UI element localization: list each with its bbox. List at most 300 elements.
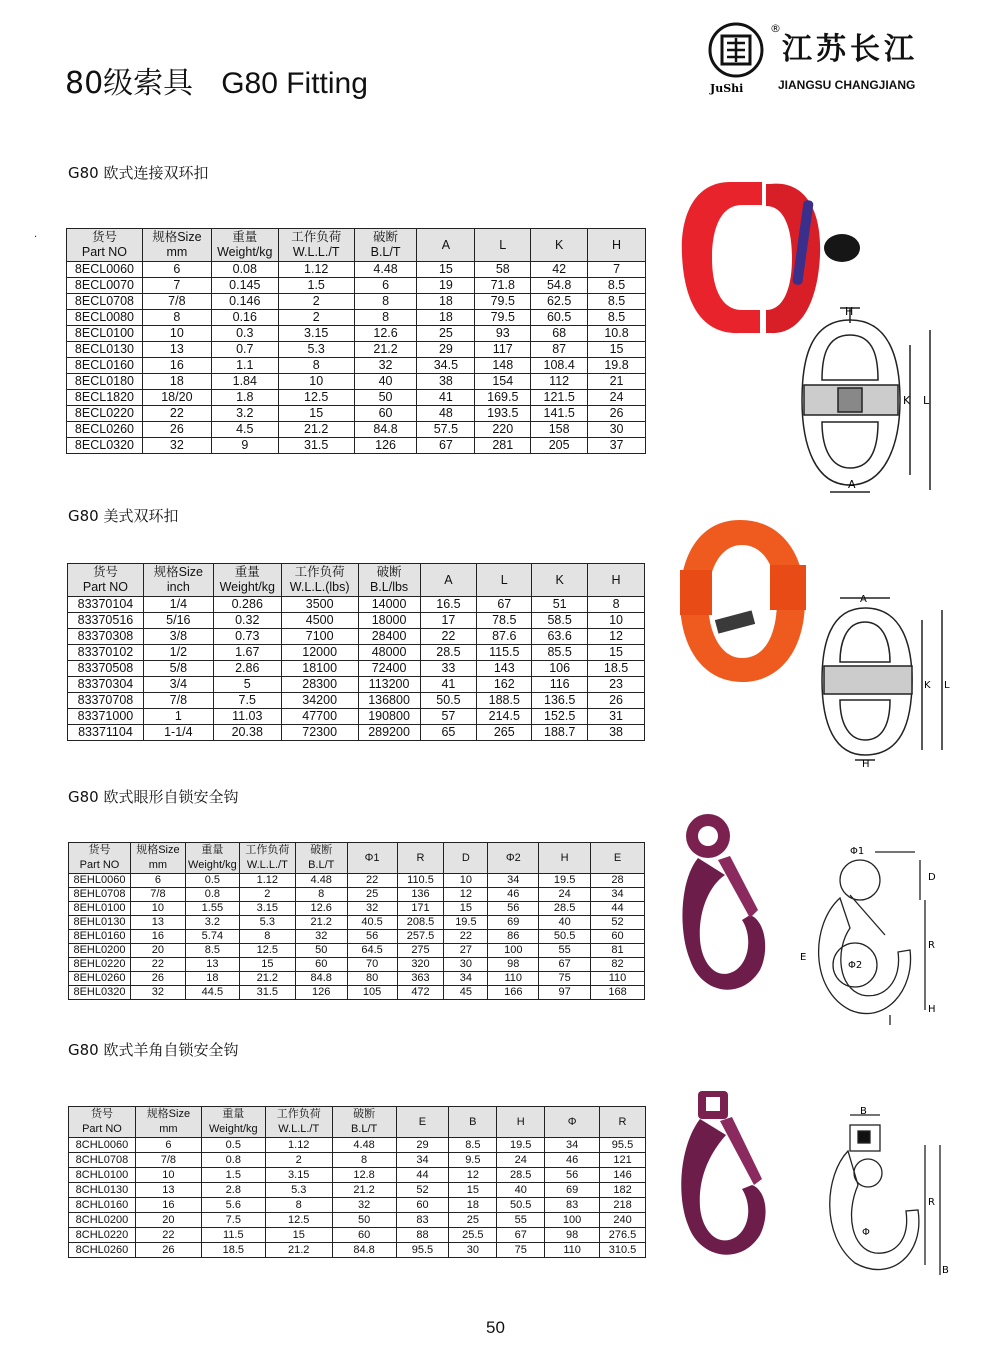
column-header bbox=[67, 229, 143, 262]
table-cell: 25 bbox=[449, 1213, 497, 1228]
table-cell: 1.5 bbox=[278, 278, 354, 294]
column-header bbox=[358, 564, 420, 597]
table-cell: 48000 bbox=[358, 645, 420, 661]
column-header bbox=[531, 229, 588, 262]
table-cell: 34 bbox=[444, 972, 488, 986]
diagram-label-r: R bbox=[928, 1197, 935, 1208]
table-row bbox=[69, 916, 645, 930]
table-cell: 1/2 bbox=[143, 645, 213, 661]
table-cell: 69 bbox=[545, 1183, 600, 1198]
diagram-label-l: L bbox=[923, 394, 930, 407]
table-cell: 240 bbox=[600, 1213, 646, 1228]
table-cell: 79.5 bbox=[475, 294, 531, 310]
table-cell: 67 bbox=[497, 1228, 545, 1243]
table-cell: 8 bbox=[265, 1198, 332, 1213]
table-cell: 98 bbox=[488, 958, 539, 972]
table-cell: 265 bbox=[477, 725, 532, 741]
table-cell: 34 bbox=[488, 874, 539, 888]
table-cell: 169.5 bbox=[475, 390, 531, 406]
title-en: G80 Fitting bbox=[221, 67, 368, 100]
column-header bbox=[281, 564, 358, 597]
stray-mark: · bbox=[34, 232, 38, 243]
jushi-emblem bbox=[700, 18, 780, 98]
column-header bbox=[420, 564, 477, 597]
table-cell: 8ECL0180 bbox=[67, 374, 143, 390]
table-cell: 7/8 bbox=[142, 294, 211, 310]
table-cell: 95.5 bbox=[600, 1138, 646, 1153]
table-row bbox=[69, 930, 645, 944]
table-cell: 8ECL0130 bbox=[67, 342, 143, 358]
column-header-en: Weight/kg bbox=[188, 859, 237, 871]
table-cell: 0.8 bbox=[185, 888, 239, 902]
column-header bbox=[449, 1107, 497, 1138]
table-cell: 51 bbox=[532, 597, 588, 613]
table-cell: 472 bbox=[397, 986, 444, 1000]
table-cell: 40 bbox=[497, 1183, 545, 1198]
table-cell: 5 bbox=[213, 677, 281, 693]
table-cell: 20 bbox=[130, 944, 185, 958]
table-cell: 98 bbox=[545, 1228, 600, 1243]
column-header-en: mm bbox=[159, 1123, 178, 1135]
column-header-cn: 规格Size bbox=[152, 230, 202, 244]
column-header-cn: H bbox=[612, 237, 622, 252]
table-cell: 18.5 bbox=[201, 1243, 265, 1258]
page-title bbox=[65, 58, 368, 102]
column-header-cn: 重量 bbox=[201, 844, 224, 856]
euro-clevis-self-locking-hook-photo bbox=[670, 1085, 780, 1270]
column-header bbox=[201, 1107, 265, 1138]
table-cell: 9.5 bbox=[449, 1153, 497, 1168]
column-header bbox=[588, 229, 646, 262]
table-cell: 10 bbox=[130, 902, 185, 916]
column-header bbox=[143, 564, 213, 597]
table-cell: 0.5 bbox=[201, 1138, 265, 1153]
column-header-en: Weight/kg bbox=[217, 245, 273, 259]
column-header-cn: L bbox=[499, 237, 507, 252]
table-cell: 10 bbox=[588, 613, 645, 629]
table-cell: 8 bbox=[588, 597, 645, 613]
table-cell: 57.5 bbox=[417, 422, 475, 438]
table-cell: 363 bbox=[397, 972, 444, 986]
table-cell: 112 bbox=[531, 374, 588, 390]
table-cell: 3/4 bbox=[143, 677, 213, 693]
table-cell: 28.5 bbox=[539, 902, 591, 916]
column-header bbox=[239, 843, 295, 874]
table-cell: 50 bbox=[354, 390, 417, 406]
table-cell: 75 bbox=[539, 972, 591, 986]
table-cell: 60 bbox=[396, 1198, 449, 1213]
column-header-en: B.L/T bbox=[370, 245, 401, 259]
table-cell: 8CHL0060 bbox=[69, 1138, 136, 1153]
table-cell: 12 bbox=[449, 1168, 497, 1183]
column-header-cn: 工作负荷 bbox=[245, 844, 290, 856]
table-cell: 44.5 bbox=[185, 986, 239, 1000]
column-header-cn: E bbox=[613, 851, 622, 864]
table-cell: 18 bbox=[417, 294, 475, 310]
table-cell: 205 bbox=[531, 438, 588, 454]
table-cell: 40.5 bbox=[347, 916, 397, 930]
table-cell: 46 bbox=[545, 1153, 600, 1168]
table-cell: 16 bbox=[142, 358, 211, 374]
table-cell: 8.5 bbox=[588, 278, 646, 294]
table-cell: 8CHL0130 bbox=[69, 1183, 136, 1198]
table-cell: 193.5 bbox=[475, 406, 531, 422]
table-cell: 87.6 bbox=[477, 629, 532, 645]
table-cell: 44 bbox=[396, 1168, 449, 1183]
table-cell: 6 bbox=[354, 278, 417, 294]
diagram-label-b-top: B bbox=[860, 1106, 867, 1117]
column-header bbox=[539, 843, 591, 874]
table-header-row bbox=[69, 843, 645, 874]
table-cell: 0.8 bbox=[201, 1153, 265, 1168]
table-cell: 2.8 bbox=[201, 1183, 265, 1198]
table-cell: 83370102 bbox=[68, 645, 144, 661]
column-header bbox=[497, 1107, 545, 1138]
table-cell: 7/8 bbox=[130, 888, 185, 902]
diagram-label-h: H bbox=[928, 1004, 936, 1015]
table-cell: 208.5 bbox=[397, 916, 444, 930]
table-cell: 4.5 bbox=[211, 422, 278, 438]
table-cell: 23 bbox=[588, 677, 645, 693]
table-cell: 1.5 bbox=[201, 1168, 265, 1183]
table-cell: 54.8 bbox=[531, 278, 588, 294]
diagram-label-e: E bbox=[800, 952, 807, 963]
table-cell: 60 bbox=[295, 958, 347, 972]
table-cell: 32 bbox=[332, 1198, 396, 1213]
table-row bbox=[67, 358, 646, 374]
diagram-label-phi: Φ bbox=[862, 1227, 870, 1238]
table-cell: 15 bbox=[278, 406, 354, 422]
table-cell: 3/8 bbox=[143, 629, 213, 645]
table-cell: 83371000 bbox=[68, 709, 144, 725]
table-cell: 12000 bbox=[281, 645, 358, 661]
table-cell: 126 bbox=[295, 986, 347, 1000]
table-cell: 56 bbox=[488, 902, 539, 916]
table-cell: 154 bbox=[475, 374, 531, 390]
column-header bbox=[213, 564, 281, 597]
table-cell: 12.6 bbox=[354, 326, 417, 342]
table-cell: 110 bbox=[545, 1243, 600, 1258]
section-title-euro-clevis-self-locking-hook: G80 欧式羊角自锁安全钩 bbox=[68, 1041, 239, 1059]
table-cell: 0.3 bbox=[211, 326, 278, 342]
column-header-en: inch bbox=[166, 580, 190, 594]
table-cell: 0.5 bbox=[185, 874, 239, 888]
table-cell: 182 bbox=[600, 1183, 646, 1198]
table-cell: 85.5 bbox=[532, 645, 588, 661]
table-cell: 22 bbox=[444, 930, 488, 944]
table-cell: 8ECL0220 bbox=[67, 406, 143, 422]
table-cell: 310.5 bbox=[600, 1243, 646, 1258]
column-header-cn: 货号 bbox=[88, 844, 111, 856]
table-cell: 126 bbox=[354, 438, 417, 454]
table-cell: 6 bbox=[142, 262, 211, 278]
table-cell: 22 bbox=[130, 958, 185, 972]
column-header bbox=[185, 843, 239, 874]
table-cell: 56 bbox=[545, 1168, 600, 1183]
table-cell: 188.7 bbox=[532, 725, 588, 741]
column-header-cn: 规格Size bbox=[153, 565, 203, 579]
table-cell: 22 bbox=[347, 874, 397, 888]
table-cell: 28400 bbox=[358, 629, 420, 645]
table-cell: 82 bbox=[591, 958, 645, 972]
diagram-label-a: A bbox=[860, 594, 867, 605]
table-cell: 62.5 bbox=[531, 294, 588, 310]
table-cell: 60 bbox=[354, 406, 417, 422]
table-row bbox=[67, 262, 646, 278]
table-cell: 15 bbox=[239, 958, 295, 972]
table-cell: 21.2 bbox=[265, 1243, 332, 1258]
spec-table-euro-connecting-link bbox=[66, 228, 646, 454]
column-header-cn: A bbox=[441, 237, 451, 252]
table-cell: 3.2 bbox=[211, 406, 278, 422]
table-cell: 83 bbox=[545, 1198, 600, 1213]
table-cell: 16 bbox=[135, 1198, 201, 1213]
table-cell: 18100 bbox=[281, 661, 358, 677]
table-cell: 121 bbox=[600, 1153, 646, 1168]
table-cell: 47700 bbox=[281, 709, 358, 725]
table-row bbox=[69, 888, 645, 902]
euro-eye-self-locking-hook-photo bbox=[670, 810, 780, 1010]
table-cell: 83370508 bbox=[68, 661, 144, 677]
table-row bbox=[67, 342, 646, 358]
table-cell: 116 bbox=[532, 677, 588, 693]
column-header-cn: K bbox=[555, 572, 564, 587]
column-header bbox=[69, 1107, 136, 1138]
column-header bbox=[135, 1107, 201, 1138]
brand-name-cn: 江苏长江 bbox=[782, 32, 918, 67]
table-cell: 15 bbox=[265, 1228, 332, 1243]
column-header bbox=[265, 1107, 332, 1138]
column-header-en: mm bbox=[166, 245, 188, 259]
table-cell: 48 bbox=[417, 406, 475, 422]
table-row bbox=[69, 1138, 646, 1153]
table-row bbox=[69, 1168, 646, 1183]
table-row bbox=[69, 986, 645, 1000]
table-cell: 19 bbox=[417, 278, 475, 294]
table-cell: 3.15 bbox=[278, 326, 354, 342]
table-cell: 37 bbox=[588, 438, 646, 454]
table-cell: 30 bbox=[449, 1243, 497, 1258]
table-cell: 31.5 bbox=[278, 438, 354, 454]
table-cell: 34 bbox=[545, 1138, 600, 1153]
table-cell: 2 bbox=[265, 1153, 332, 1168]
table-cell: 168 bbox=[591, 986, 645, 1000]
table-cell: 69 bbox=[488, 916, 539, 930]
table-cell: 3.2 bbox=[185, 916, 239, 930]
table-cell: 5.6 bbox=[201, 1198, 265, 1213]
diagram-label-d: D bbox=[928, 872, 936, 883]
table-cell: 7/8 bbox=[143, 693, 213, 709]
table-cell: 8 bbox=[295, 888, 347, 902]
table-cell: 93 bbox=[475, 326, 531, 342]
table-cell: 58 bbox=[475, 262, 531, 278]
spec-table-us-double-clevis-link bbox=[67, 563, 645, 741]
table-cell: 7100 bbox=[281, 629, 358, 645]
table-cell: 158 bbox=[531, 422, 588, 438]
table-header-row bbox=[69, 1107, 646, 1138]
table-cell: 34200 bbox=[281, 693, 358, 709]
table-cell: 8EHL0130 bbox=[69, 916, 131, 930]
column-header-cn: 破断 bbox=[373, 230, 399, 244]
table-row bbox=[69, 1183, 646, 1198]
table-cell: 24 bbox=[497, 1153, 545, 1168]
column-header-cn: A bbox=[444, 572, 453, 587]
table-cell: 8ECL1820 bbox=[67, 390, 143, 406]
column-header-en: W.L.L.(lbs) bbox=[289, 580, 350, 594]
column-header-cn: D bbox=[461, 851, 470, 864]
table-cell: 220 bbox=[475, 422, 531, 438]
table-row bbox=[67, 438, 646, 454]
table-cell: 50.5 bbox=[497, 1198, 545, 1213]
table-cell: 71.8 bbox=[475, 278, 531, 294]
table-row bbox=[69, 1228, 646, 1243]
table-cell: 0.16 bbox=[211, 310, 278, 326]
column-header-cn: 破断 bbox=[376, 565, 402, 579]
column-header bbox=[444, 843, 488, 874]
table-cell: 34 bbox=[396, 1153, 449, 1168]
table-cell: 136800 bbox=[358, 693, 420, 709]
table-cell: 1/4 bbox=[143, 597, 213, 613]
table-cell: 110 bbox=[488, 972, 539, 986]
table-cell: 8CHL0220 bbox=[69, 1228, 136, 1243]
table-cell: 15 bbox=[417, 262, 475, 278]
table-cell: 117 bbox=[475, 342, 531, 358]
table-cell: 32 bbox=[142, 438, 211, 454]
table-cell: 13 bbox=[185, 958, 239, 972]
table-cell: 31 bbox=[588, 709, 645, 725]
spec-table-euro-clevis-self-locking-hook bbox=[68, 1106, 646, 1258]
table-cell: 83 bbox=[396, 1213, 449, 1228]
table-cell: 55 bbox=[497, 1213, 545, 1228]
us-double-clevis-link-photo bbox=[670, 510, 820, 690]
table-cell: 18 bbox=[449, 1198, 497, 1213]
table-cell: 115.5 bbox=[477, 645, 532, 661]
section-title-us-double-clevis-link: G80 美式双环扣 bbox=[68, 507, 179, 525]
column-header-cn: 规格Size bbox=[136, 844, 180, 856]
table-cell: 24 bbox=[588, 390, 646, 406]
table-cell: 188.5 bbox=[477, 693, 532, 709]
table-cell: 18000 bbox=[358, 613, 420, 629]
table-cell: 15 bbox=[588, 645, 645, 661]
table-cell: 25 bbox=[417, 326, 475, 342]
table-row bbox=[68, 597, 645, 613]
table-row bbox=[69, 972, 645, 986]
table-cell: 28.5 bbox=[420, 645, 477, 661]
table-cell: 4.48 bbox=[295, 874, 347, 888]
table-cell: 8ECL0100 bbox=[67, 326, 143, 342]
column-header-cn: E bbox=[418, 1115, 427, 1128]
table-cell: 8.5 bbox=[588, 294, 646, 310]
table-cell: 281 bbox=[475, 438, 531, 454]
table-cell: 26 bbox=[588, 693, 645, 709]
column-header bbox=[142, 229, 211, 262]
column-header-cn: 货号 bbox=[90, 1108, 113, 1120]
table-cell: 58.5 bbox=[532, 613, 588, 629]
table-cell: 12 bbox=[444, 888, 488, 902]
table-cell: 4.48 bbox=[332, 1138, 396, 1153]
table-cell: 6 bbox=[135, 1138, 201, 1153]
euro-eye-self-locking-hook-diagram bbox=[780, 840, 960, 1030]
table-cell: 7 bbox=[142, 278, 211, 294]
table-cell: 5.74 bbox=[185, 930, 239, 944]
title-cn: 80级索具 bbox=[65, 66, 194, 101]
table-cell: 18 bbox=[142, 374, 211, 390]
table-cell: 28.5 bbox=[497, 1168, 545, 1183]
table-row bbox=[68, 613, 645, 629]
table-cell: 113200 bbox=[358, 677, 420, 693]
column-header bbox=[332, 1107, 396, 1138]
table-cell: 8 bbox=[239, 930, 295, 944]
table-cell: 8EHL0320 bbox=[69, 986, 131, 1000]
table-cell: 28 bbox=[591, 874, 645, 888]
table-cell: 1.12 bbox=[239, 874, 295, 888]
table-cell: 146 bbox=[600, 1168, 646, 1183]
table-cell: 13 bbox=[135, 1183, 201, 1198]
column-header bbox=[278, 229, 354, 262]
table-cell: 22 bbox=[142, 406, 211, 422]
column-header-en: Part NO bbox=[79, 859, 120, 871]
column-header-cn: 重量 bbox=[222, 1108, 245, 1120]
table-cell: 2 bbox=[278, 294, 354, 310]
table-cell: 0.145 bbox=[211, 278, 278, 294]
table-cell: 12.6 bbox=[295, 902, 347, 916]
column-header-en: B.L/T bbox=[350, 1123, 378, 1135]
table-cell: 166 bbox=[488, 986, 539, 1000]
table-cell: 41 bbox=[417, 390, 475, 406]
table-cell: 8CHL0260 bbox=[69, 1243, 136, 1258]
table-cell: 3.15 bbox=[239, 902, 295, 916]
column-header-en: Part NO bbox=[82, 580, 129, 594]
table-cell: 7 bbox=[588, 262, 646, 278]
table-cell: 8EHL0200 bbox=[69, 944, 131, 958]
table-cell: 19.5 bbox=[444, 916, 488, 930]
table-cell: 72400 bbox=[358, 661, 420, 677]
table-cell: 8ECL0080 bbox=[67, 310, 143, 326]
table-cell: 20.38 bbox=[213, 725, 281, 741]
table-cell: 26 bbox=[588, 406, 646, 422]
table-cell: 10 bbox=[444, 874, 488, 888]
diagram-label-k: K bbox=[924, 680, 931, 691]
table-cell: 44 bbox=[591, 902, 645, 916]
table-cell: 8EHL0060 bbox=[69, 874, 131, 888]
column-header-cn: 破断 bbox=[310, 844, 333, 856]
table-cell: 21.2 bbox=[332, 1183, 396, 1198]
table-cell: 190800 bbox=[358, 709, 420, 725]
table-cell: 95.5 bbox=[396, 1243, 449, 1258]
table-cell: 72300 bbox=[281, 725, 358, 741]
diagram-label-l: L bbox=[944, 680, 950, 691]
table-cell: 52 bbox=[591, 916, 645, 930]
table-cell: 276.5 bbox=[600, 1228, 646, 1243]
table-cell: 108.4 bbox=[531, 358, 588, 374]
column-header-en: mm bbox=[148, 859, 168, 871]
column-header-cn: Φ1 bbox=[364, 851, 380, 864]
table-cell: 30 bbox=[444, 958, 488, 972]
table-cell: 78.5 bbox=[477, 613, 532, 629]
table-cell: 57 bbox=[420, 709, 477, 725]
table-row bbox=[67, 326, 646, 342]
column-header bbox=[545, 1107, 600, 1138]
table-cell: 32 bbox=[347, 902, 397, 916]
table-cell: 7/8 bbox=[135, 1153, 201, 1168]
table-cell: 29 bbox=[396, 1138, 449, 1153]
column-header bbox=[211, 229, 278, 262]
table-row bbox=[68, 709, 645, 725]
table-cell: 121.5 bbox=[531, 390, 588, 406]
column-header-cn: H bbox=[611, 572, 621, 587]
table-cell: 68 bbox=[531, 326, 588, 342]
table-cell: 67 bbox=[417, 438, 475, 454]
